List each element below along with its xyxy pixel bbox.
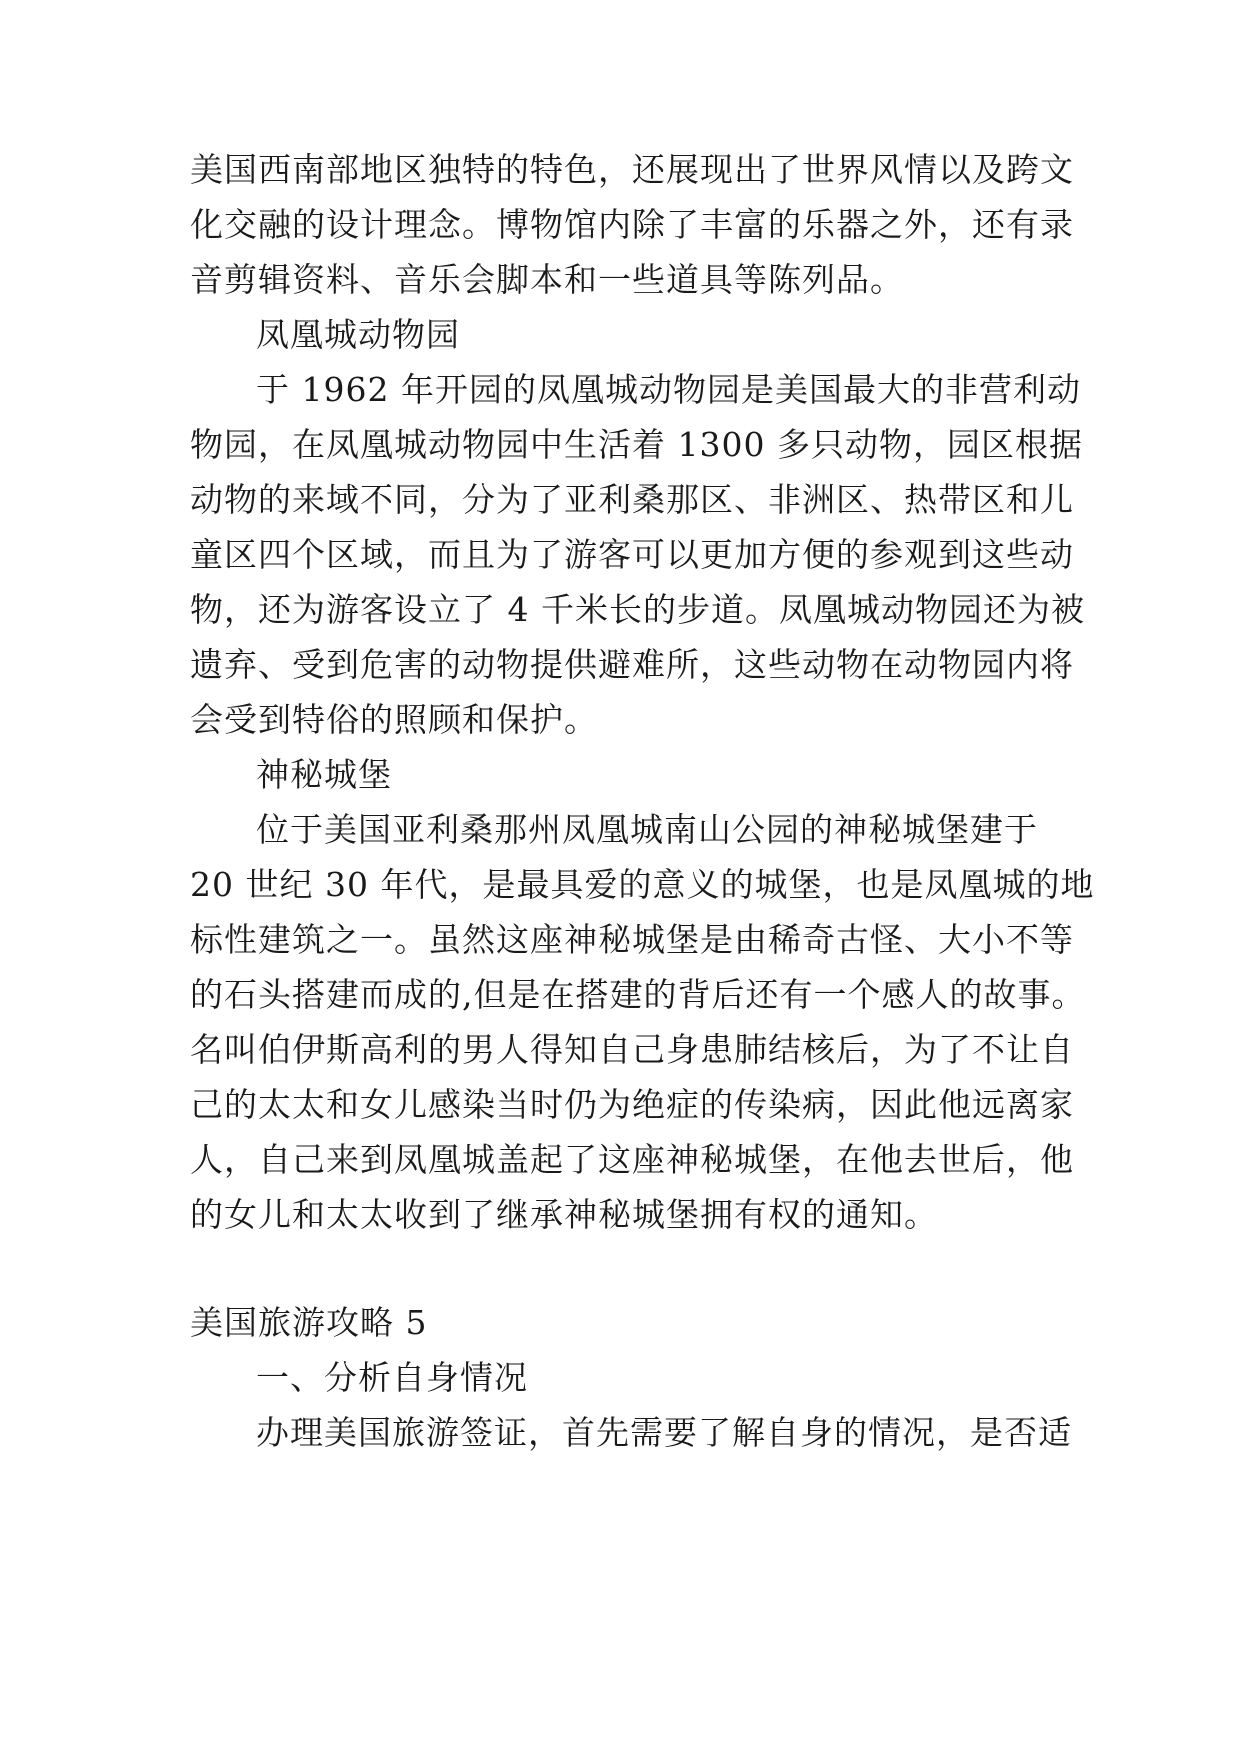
paragraph-line: 人，自己来到凤凰城盖起了这座神秘城堡，在他去世后，他 bbox=[190, 1140, 1074, 1179]
section-heading: 神秘城堡 bbox=[256, 755, 392, 794]
paragraph-line: 童区四个区域，而且为了游客可以更加方便的参观到这些动 bbox=[190, 535, 1074, 574]
paragraph-line: 名叫伯伊斯高利的男人得知自己身患肺结核后，为了不让自 bbox=[190, 1030, 1074, 1069]
paragraph-line: 会受到特俗的照顾和保护。 bbox=[190, 700, 598, 739]
paragraph-line: 标性建筑之一。虽然这座神秘城堡是由稀奇古怪、大小不等 bbox=[190, 920, 1074, 959]
section-heading: 一、分析自身情况 bbox=[256, 1358, 528, 1397]
paragraph-line: 音剪辑资料、音乐会脚本和一些道具等陈列品。 bbox=[190, 260, 904, 299]
paragraph-line: 化交融的设计理念。博物馆内除了丰富的乐器之外，还有录 bbox=[190, 205, 1074, 244]
paragraph-line: 动物的来域不同，分为了亚利桑那区、非洲区、热带区和儿 bbox=[190, 480, 1074, 519]
paragraph-line: 20 世纪 30 年代，是最具爱的意义的城堡，也是凤凰城的地 bbox=[190, 865, 1095, 904]
section-heading: 凤凰城动物园 bbox=[256, 315, 460, 354]
document-title: 美国旅游攻略 5 bbox=[190, 1303, 428, 1342]
paragraph-line: 遗弃、受到危害的动物提供避难所，这些动物在动物园内将 bbox=[190, 645, 1074, 684]
paragraph-line: 位于美国亚利桑那州凤凰城南山公园的神秘城堡建于 bbox=[256, 810, 1038, 849]
paragraph-line: 的女儿和太太收到了继承神秘城堡拥有权的通知。 bbox=[190, 1195, 938, 1234]
paragraph-line: 物园，在凤凰城动物园中生活着 1300 多只动物，园区根据 bbox=[190, 425, 1083, 464]
paragraph-line: 的石头搭建而成的,但是在搭建的背后还有一个感人的故事。 bbox=[190, 975, 1086, 1014]
paragraph-line: 美国西南部地区独特的特色，还展现出了世界风情以及跨文 bbox=[190, 150, 1074, 189]
paragraph-line: 己的太太和女儿感染当时仍为绝症的传染病，因此他远离家 bbox=[190, 1085, 1074, 1124]
paragraph-line: 物，还为游客设立了 4 千米长的步道。凤凰城动物园还为被 bbox=[190, 590, 1085, 629]
paragraph-line: 于 1962 年开园的凤凰城动物园是美国最大的非营利动 bbox=[256, 370, 1081, 409]
paragraph-line: 办理美国旅游签证，首先需要了解自身的情况，是否适 bbox=[256, 1413, 1072, 1452]
